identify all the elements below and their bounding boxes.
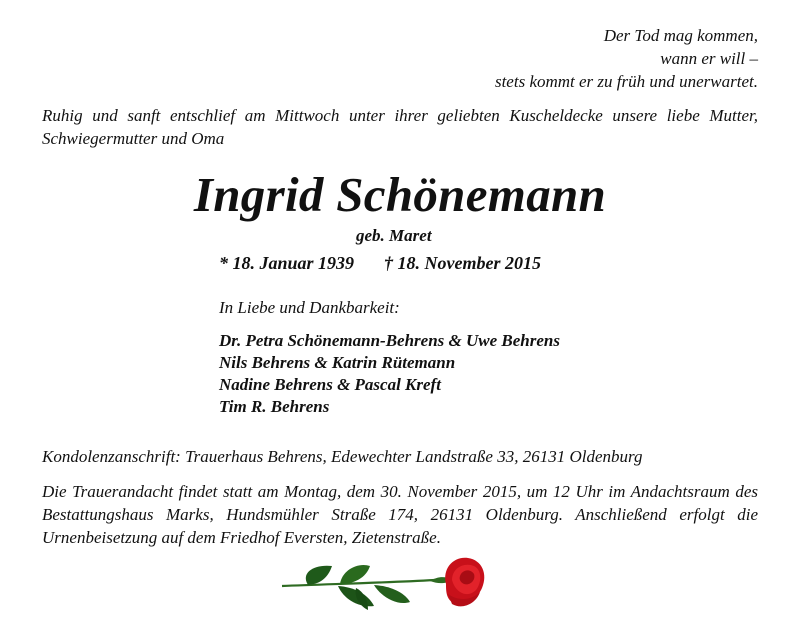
service-details: Die Trauerandacht findet statt am Montag, dem 30. November 2015, um 12 Uhr im Andachtsraum des Bestattungshaus Marks, Hundsmühler Straße 174, 26131 Oldenburg. Anschließend erfolgt die Urnenbeisetzung auf dem Friedhof Eversten, Zietenstraße. xyxy=(42,482,758,547)
red-rose-icon xyxy=(270,550,490,620)
quote-line: stets kommt er zu früh und unerwartet. xyxy=(494,72,758,91)
intro-text: Ruhig und sanft entschlief am Mittwoch unter ihrer geliebten Kuscheldecke unsere liebe Mutter, Schwiegermutter und Oma xyxy=(42,106,758,148)
quote-line: Der Tod mag kommen, xyxy=(603,26,758,45)
memorial-quote xyxy=(495,24,758,93)
birth-date: * 18. Januar 1939 xyxy=(219,253,355,273)
quote-line: wann er will – xyxy=(660,49,758,68)
mourner-list xyxy=(219,330,560,418)
rose-leaf xyxy=(374,585,410,603)
death-date: † 18. November 2015 xyxy=(384,253,542,273)
mourner-entry: Dr. Petra Schönemann-Behrens & Uwe Behrens xyxy=(219,331,560,350)
mourner-entry: Tim R. Behrens xyxy=(219,397,330,416)
deceased-name: Ingrid Schönemann xyxy=(193,167,607,222)
rose-leaf xyxy=(306,566,332,585)
rose-stem xyxy=(282,580,435,586)
mourner-entry: Nils Behrens & Katrin Rütemann xyxy=(219,353,456,372)
life-dates xyxy=(219,252,541,274)
birth-name: geb. Maret xyxy=(356,226,432,245)
mourner-entry: Nadine Behrens & Pascal Kreft xyxy=(219,375,441,394)
gratitude-line: In Liebe und Dankbarkeit: xyxy=(219,298,400,317)
rose-leaf xyxy=(340,565,370,584)
condolence-address: Kondolenzanschrift: Trauerhaus Behrens, Edewechter Landstraße 33, 26131 Oldenburg xyxy=(42,447,643,466)
